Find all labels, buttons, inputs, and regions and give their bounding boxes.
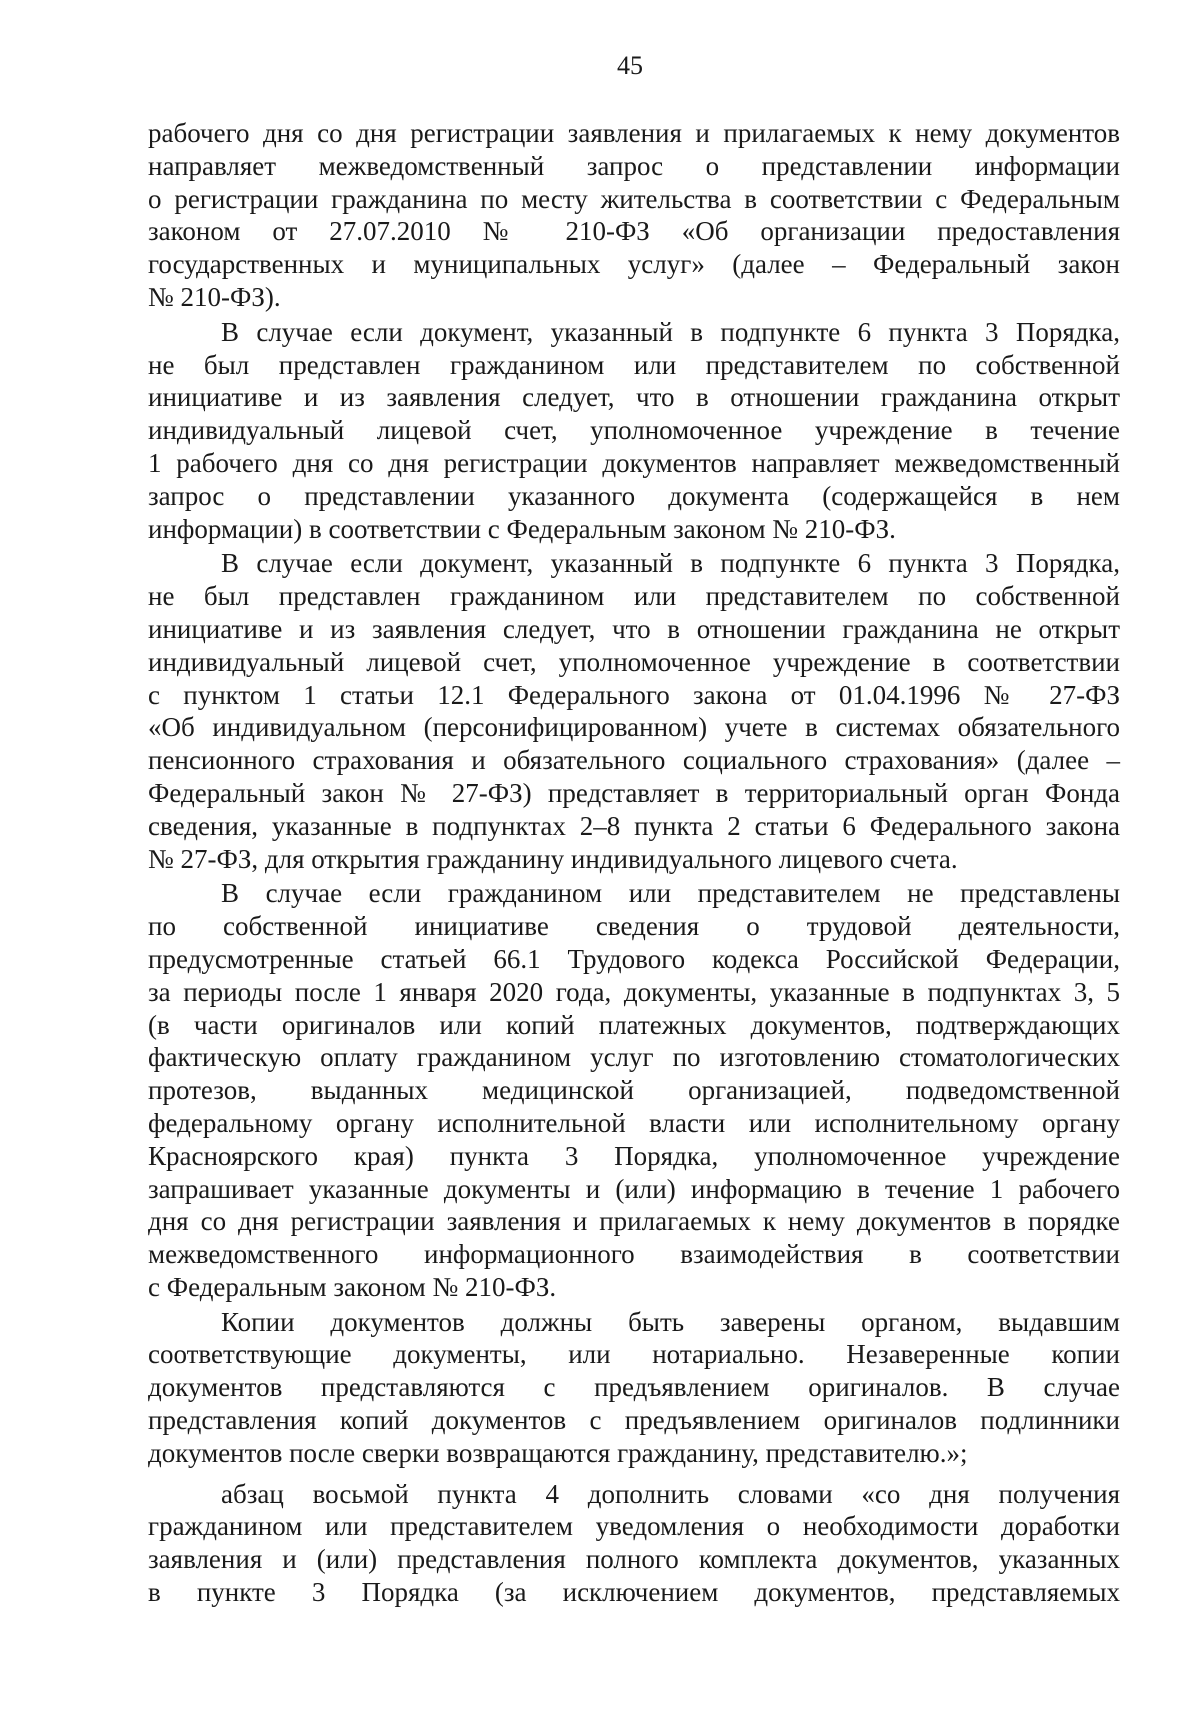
paragraph-line: по собственной инициативе сведения о трудовой деятельности,	[148, 911, 1120, 942]
paragraph-line: 1 рабочего дня со дня регистрации документов направляет межведомственный	[148, 447, 1120, 478]
paragraph-line: «Об индивидуальном (персонифицированном) учете в системах обязательного	[148, 712, 1120, 743]
paragraph-line: предусмотренные статьей 66.1 Трудового кодекса Российской Федерации,	[148, 943, 1120, 974]
paragraph-1	[148, 117, 1120, 314]
paragraph-line: документов после сверки возвращаются гражданину, представителю.»;	[148, 1437, 968, 1468]
paragraph-line: не был представлен гражданином или представителем по собственной	[148, 349, 1120, 380]
paragraph-line: абзац восьмой пункта 4 дополнить словами «со дня получения	[221, 1478, 1120, 1509]
paragraph-line: федеральному органу исполнительной власти или исполнительному органу	[148, 1107, 1120, 1138]
document-body	[148, 117, 1120, 1609]
paragraph-2	[148, 316, 1120, 546]
paragraph-line: В случае если документ, указанный в подпункте 6 пункта 3 Порядка,	[221, 316, 1120, 347]
paragraph-line: информации) в соответствии с Федеральным законом № 210-ФЗ.	[148, 513, 896, 544]
paragraph-line: дня со дня регистрации заявления и прилагаемых к нему документов в порядке	[148, 1206, 1120, 1237]
paragraph-3	[148, 547, 1120, 875]
paragraph-line: о регистрации гражданина по месту жительства в соответствии с Федеральным	[148, 183, 1120, 214]
paragraph-line: государственных и муниципальных услуг» (далее – Федеральный закон	[148, 249, 1120, 280]
paragraph-line: направляет межведомственный запрос о представлении информации	[148, 150, 1120, 181]
paragraph-line: В случае если гражданином или представителем не представлены	[221, 878, 1120, 909]
paragraph-6	[148, 1478, 1120, 1609]
paragraph-line: Красноярского края) пункта 3 Порядка, уполномоченное учреждение	[148, 1140, 1120, 1171]
paragraph-line: гражданином или представителем уведомления о необходимости доработки	[148, 1511, 1120, 1542]
paragraph-line: запрос о представлении указанного документа (содержащейся в нем	[148, 480, 1120, 511]
paragraph-line: законом от 27.07.2010 № 210-ФЗ «Об организации предоставления	[148, 216, 1120, 247]
paragraph-line: инициативе и из заявления следует, что в отношении гражданина не открыт	[148, 613, 1120, 644]
paragraph-line: запрашивает указанные документы и (или) информацию в течение 1 рабочего	[148, 1173, 1120, 1204]
paragraph-line: межведомственного информационного взаимодействия в соответствии	[148, 1239, 1120, 1270]
paragraph-line: Федеральный закон № 27-ФЗ) представляет в территориальный орган Фонда	[148, 777, 1120, 808]
paragraph-line: с Федеральным законом № 210-ФЗ.	[148, 1271, 557, 1302]
paragraph-line: представления копий документов с предъявлением оригиналов подлинники	[148, 1405, 1120, 1436]
paragraph-line: рабочего дня со дня регистрации заявления и прилагаемых к нему документов	[148, 118, 1120, 148]
paragraph-line: пенсионного страхования и обязательного социального страхования» (далее –	[148, 745, 1120, 776]
paragraph-line: В случае если документ, указанный в подпункте 6 пункта 3 Порядка,	[221, 548, 1120, 579]
paragraph-line: фактическую оплату гражданином услуг по изготовлению стоматологических	[148, 1042, 1120, 1073]
paragraph-line: не был представлен гражданином или представителем по собственной	[148, 581, 1120, 612]
paragraph-line: с пунктом 1 статьи 12.1 Федерального закона от 01.04.1996 № 27-ФЗ	[148, 679, 1120, 710]
paragraph-line: инициативе и из заявления следует, что в отношении гражданина открыт	[148, 382, 1120, 413]
paragraph-4	[148, 877, 1120, 1303]
paragraph-line: в пункте 3 Порядка (за исключением документов, представляемых	[148, 1577, 1120, 1608]
paragraph-line: документов представляются с предъявлением оригиналов. В случае	[148, 1372, 1120, 1403]
paragraph-line: № 27-ФЗ, для открытия гражданину индивидуального лицевого счета.	[148, 843, 958, 874]
paragraph-line: индивидуальный лицевой счет, уполномоченное учреждение в течение	[148, 415, 1120, 446]
paragraph-line: (в части оригиналов или копий платежных документов, подтверждающих	[148, 1009, 1120, 1040]
paragraph-line: № 210-ФЗ).	[148, 281, 281, 312]
paragraph-line: индивидуальный лицевой счет, уполномоченное учреждение в соответствии	[148, 646, 1120, 677]
paragraph-line: сведения, указанные в подпунктах 2–8 пункта 2 статьи 6 Федерального закона	[148, 810, 1120, 841]
paragraph-line: соответствующие документы, или нотариально. Незаверенные копии	[148, 1339, 1120, 1370]
paragraph-line: протезов, выданных медицинской организацией, подведомственной	[148, 1075, 1120, 1106]
paragraph-5	[148, 1306, 1120, 1470]
paragraph-line: за периоды после 1 января 2020 года, документы, указанные в подпунктах 3, 5	[148, 976, 1120, 1007]
paragraph-line: Копии документов должны быть заверены органом, выдавшим	[221, 1306, 1120, 1337]
page-number: 45	[617, 51, 643, 80]
paragraph-line: заявления и (или) представления полного комплекта документов, указанных	[148, 1544, 1120, 1575]
